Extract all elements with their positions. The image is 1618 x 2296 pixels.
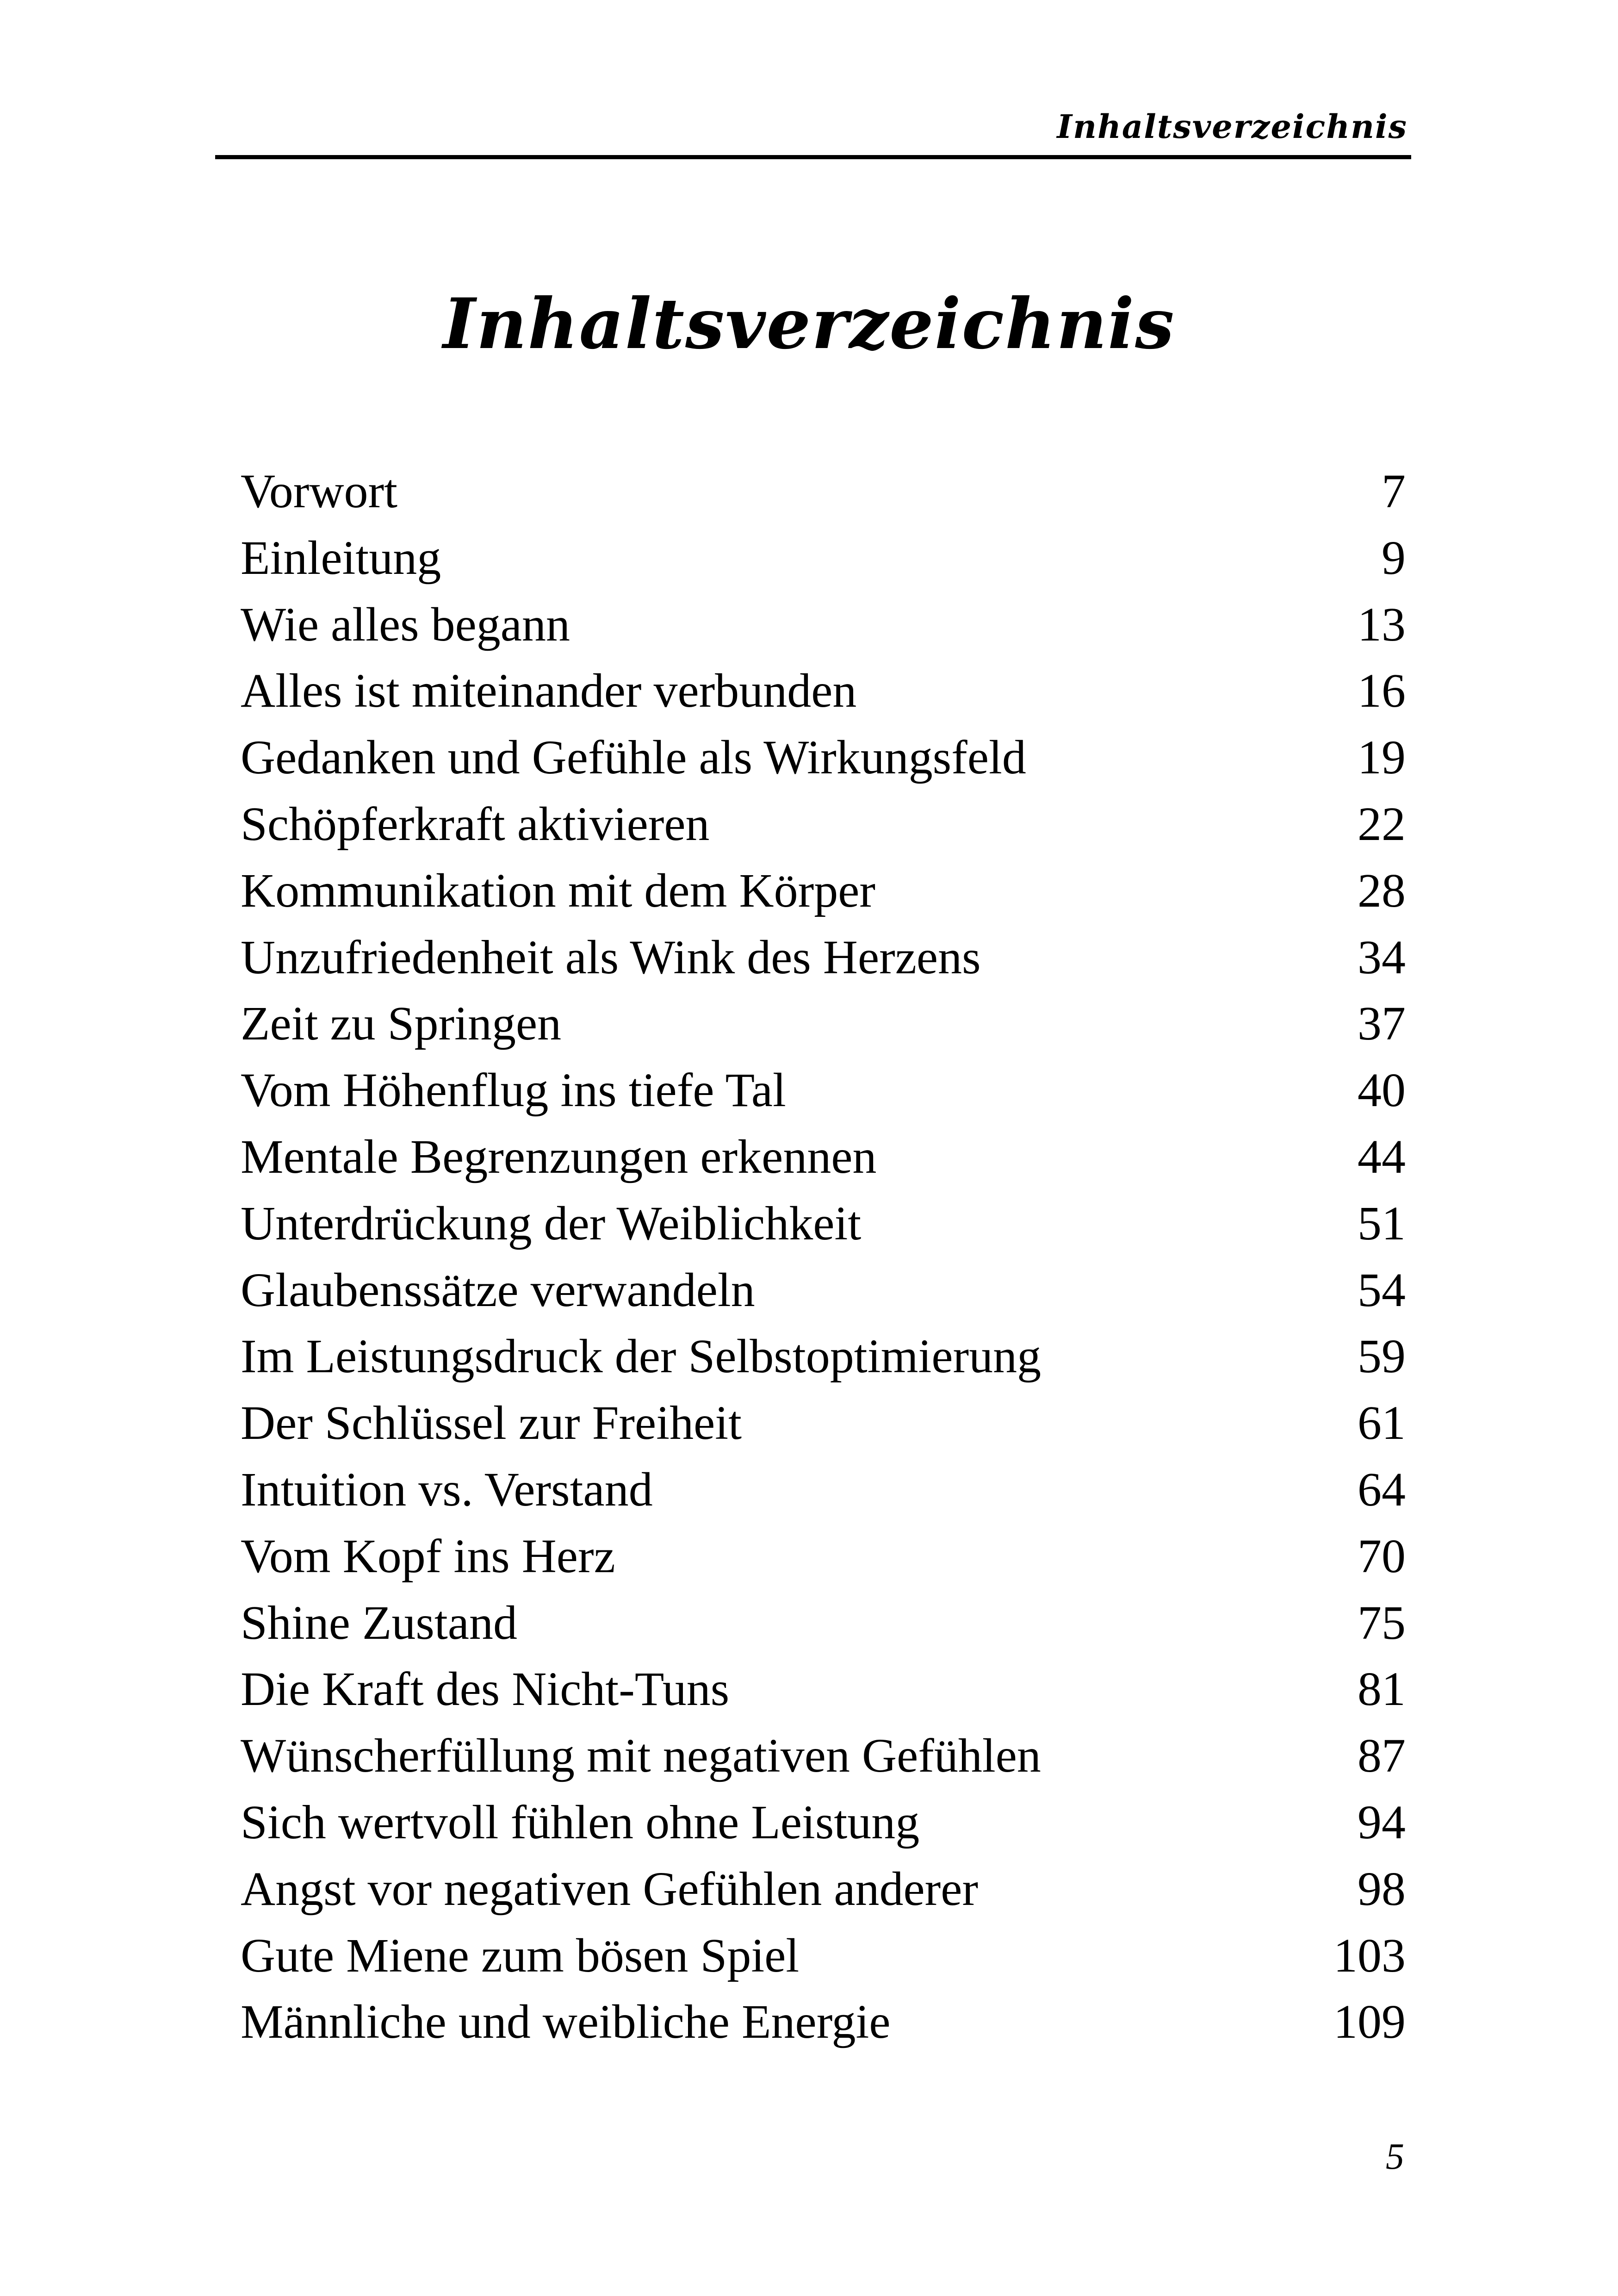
page-title: Inhaltsverzeichnis xyxy=(443,283,1175,365)
toc-entry xyxy=(241,1057,1406,1124)
toc-entry-page: 64 xyxy=(1358,1462,1406,1516)
page-number: 5 xyxy=(1386,2136,1404,2177)
toc-entry-title: Angst vor negativen Gefühlen anderer xyxy=(241,1862,979,1916)
toc-entry xyxy=(241,858,1406,924)
toc-entry-title: Wie alles begann xyxy=(241,597,570,651)
toc-entry-page: 59 xyxy=(1358,1330,1406,1383)
toc-entry xyxy=(241,658,1406,724)
toc-entry xyxy=(241,525,1406,591)
toc-entry-title: Unzufriedenheit als Wink des Herzens xyxy=(241,930,981,984)
toc-entry xyxy=(241,1456,1406,1523)
toc-entry xyxy=(241,1323,1406,1390)
toc-entry-title: Glaubenssätze verwandeln xyxy=(241,1263,755,1317)
toc-entry xyxy=(241,1723,1406,1789)
toc-entry-page: 28 xyxy=(1358,864,1406,917)
toc-entry-page: 109 xyxy=(1333,1995,1406,2049)
toc-entry-title: Die Kraft des Nicht-Tuns xyxy=(241,1662,730,1716)
toc-entry xyxy=(241,1856,1406,1923)
toc-entry xyxy=(241,791,1406,858)
toc-entry-title: Sich wertvoll fühlen ohne Leistung xyxy=(241,1795,920,1849)
toc-entry-title: Vom Höhenflug ins tiefe Tal xyxy=(241,1064,786,1117)
toc-entry-title: Mentale Begrenzungen erkennen xyxy=(241,1130,877,1183)
toc-entry-title: Unterdrückung der Weiblichkeit xyxy=(241,1196,862,1250)
toc-entry-page: 51 xyxy=(1358,1196,1406,1250)
toc-entry xyxy=(241,1789,1406,1856)
toc-entry-page: 54 xyxy=(1358,1263,1406,1317)
toc-entry-page: 98 xyxy=(1358,1862,1406,1916)
toc-entry-title: Der Schlüssel zur Freiheit xyxy=(241,1396,742,1450)
toc-entry-page: 75 xyxy=(1358,1596,1406,1649)
toc-entry-page: 9 xyxy=(1382,531,1406,585)
toc-entry-title: Intuition vs. Verstand xyxy=(241,1462,653,1516)
toc-entry xyxy=(241,1190,1406,1257)
toc-entry xyxy=(241,1523,1406,1590)
toc-entry xyxy=(241,1257,1406,1324)
running-header-text: Inhaltsverzeichnis xyxy=(1057,107,1407,146)
toc-entry-page: 81 xyxy=(1358,1662,1406,1716)
toc-entry-title: Einleitung xyxy=(241,531,441,585)
toc-entry xyxy=(241,1989,1406,2055)
toc-entry-page: 34 xyxy=(1358,930,1406,984)
toc-entry xyxy=(241,1390,1406,1456)
toc-entry-title: Wünscherfüllung mit negativen Gefühlen xyxy=(241,1729,1041,1783)
toc-entry xyxy=(241,924,1406,991)
toc-entry-title: Gute Miene zum bösen Spiel xyxy=(241,1929,800,1982)
toc-entry-title: Vorwort xyxy=(241,465,397,518)
running-header xyxy=(215,104,1411,159)
toc-entry xyxy=(241,724,1406,791)
toc-entry-page: 87 xyxy=(1358,1729,1406,1783)
toc-entry-title: Im Leistungsdruck der Selbstoptimierung xyxy=(241,1330,1041,1383)
toc-entry xyxy=(241,591,1406,658)
toc-entry-page: 37 xyxy=(1358,997,1406,1051)
toc-entry-title: Gedanken und Gefühle als Wirkungsfeld xyxy=(241,731,1026,784)
toc-entry-page: 103 xyxy=(1333,1929,1406,1982)
toc-entry xyxy=(241,1124,1406,1190)
toc-entry-page: 44 xyxy=(1358,1130,1406,1183)
toc-entry-title: Alles ist miteinander verbunden xyxy=(241,664,857,718)
toc-entry-page: 22 xyxy=(1358,797,1406,851)
toc-entry-page: 94 xyxy=(1358,1795,1406,1849)
toc-entry xyxy=(241,1590,1406,1656)
toc-entry-page: 13 xyxy=(1358,597,1406,651)
toc-entry-title: Shine Zustand xyxy=(241,1596,517,1649)
table-of-contents xyxy=(241,458,1406,2055)
toc-entry-title: Vom Kopf ins Herz xyxy=(241,1529,615,1583)
toc-entry xyxy=(241,1656,1406,1723)
toc-entry-page: 61 xyxy=(1358,1396,1406,1450)
toc-entry-title: Schöpferkraft aktivieren xyxy=(241,797,710,851)
toc-entry xyxy=(241,1923,1406,1989)
toc-entry xyxy=(241,990,1406,1057)
toc-entry xyxy=(241,458,1406,525)
toc-entry-title: Männliche und weibliche Energie xyxy=(241,1995,891,2049)
toc-entry-title: Zeit zu Springen xyxy=(241,997,562,1051)
toc-entry-page: 7 xyxy=(1382,465,1406,518)
toc-entry-title: Kommunikation mit dem Körper xyxy=(241,864,876,917)
toc-entry-page: 16 xyxy=(1358,664,1406,718)
toc-entry-page: 19 xyxy=(1358,731,1406,784)
toc-entry-page: 70 xyxy=(1358,1529,1406,1583)
toc-entry-page: 40 xyxy=(1358,1064,1406,1117)
